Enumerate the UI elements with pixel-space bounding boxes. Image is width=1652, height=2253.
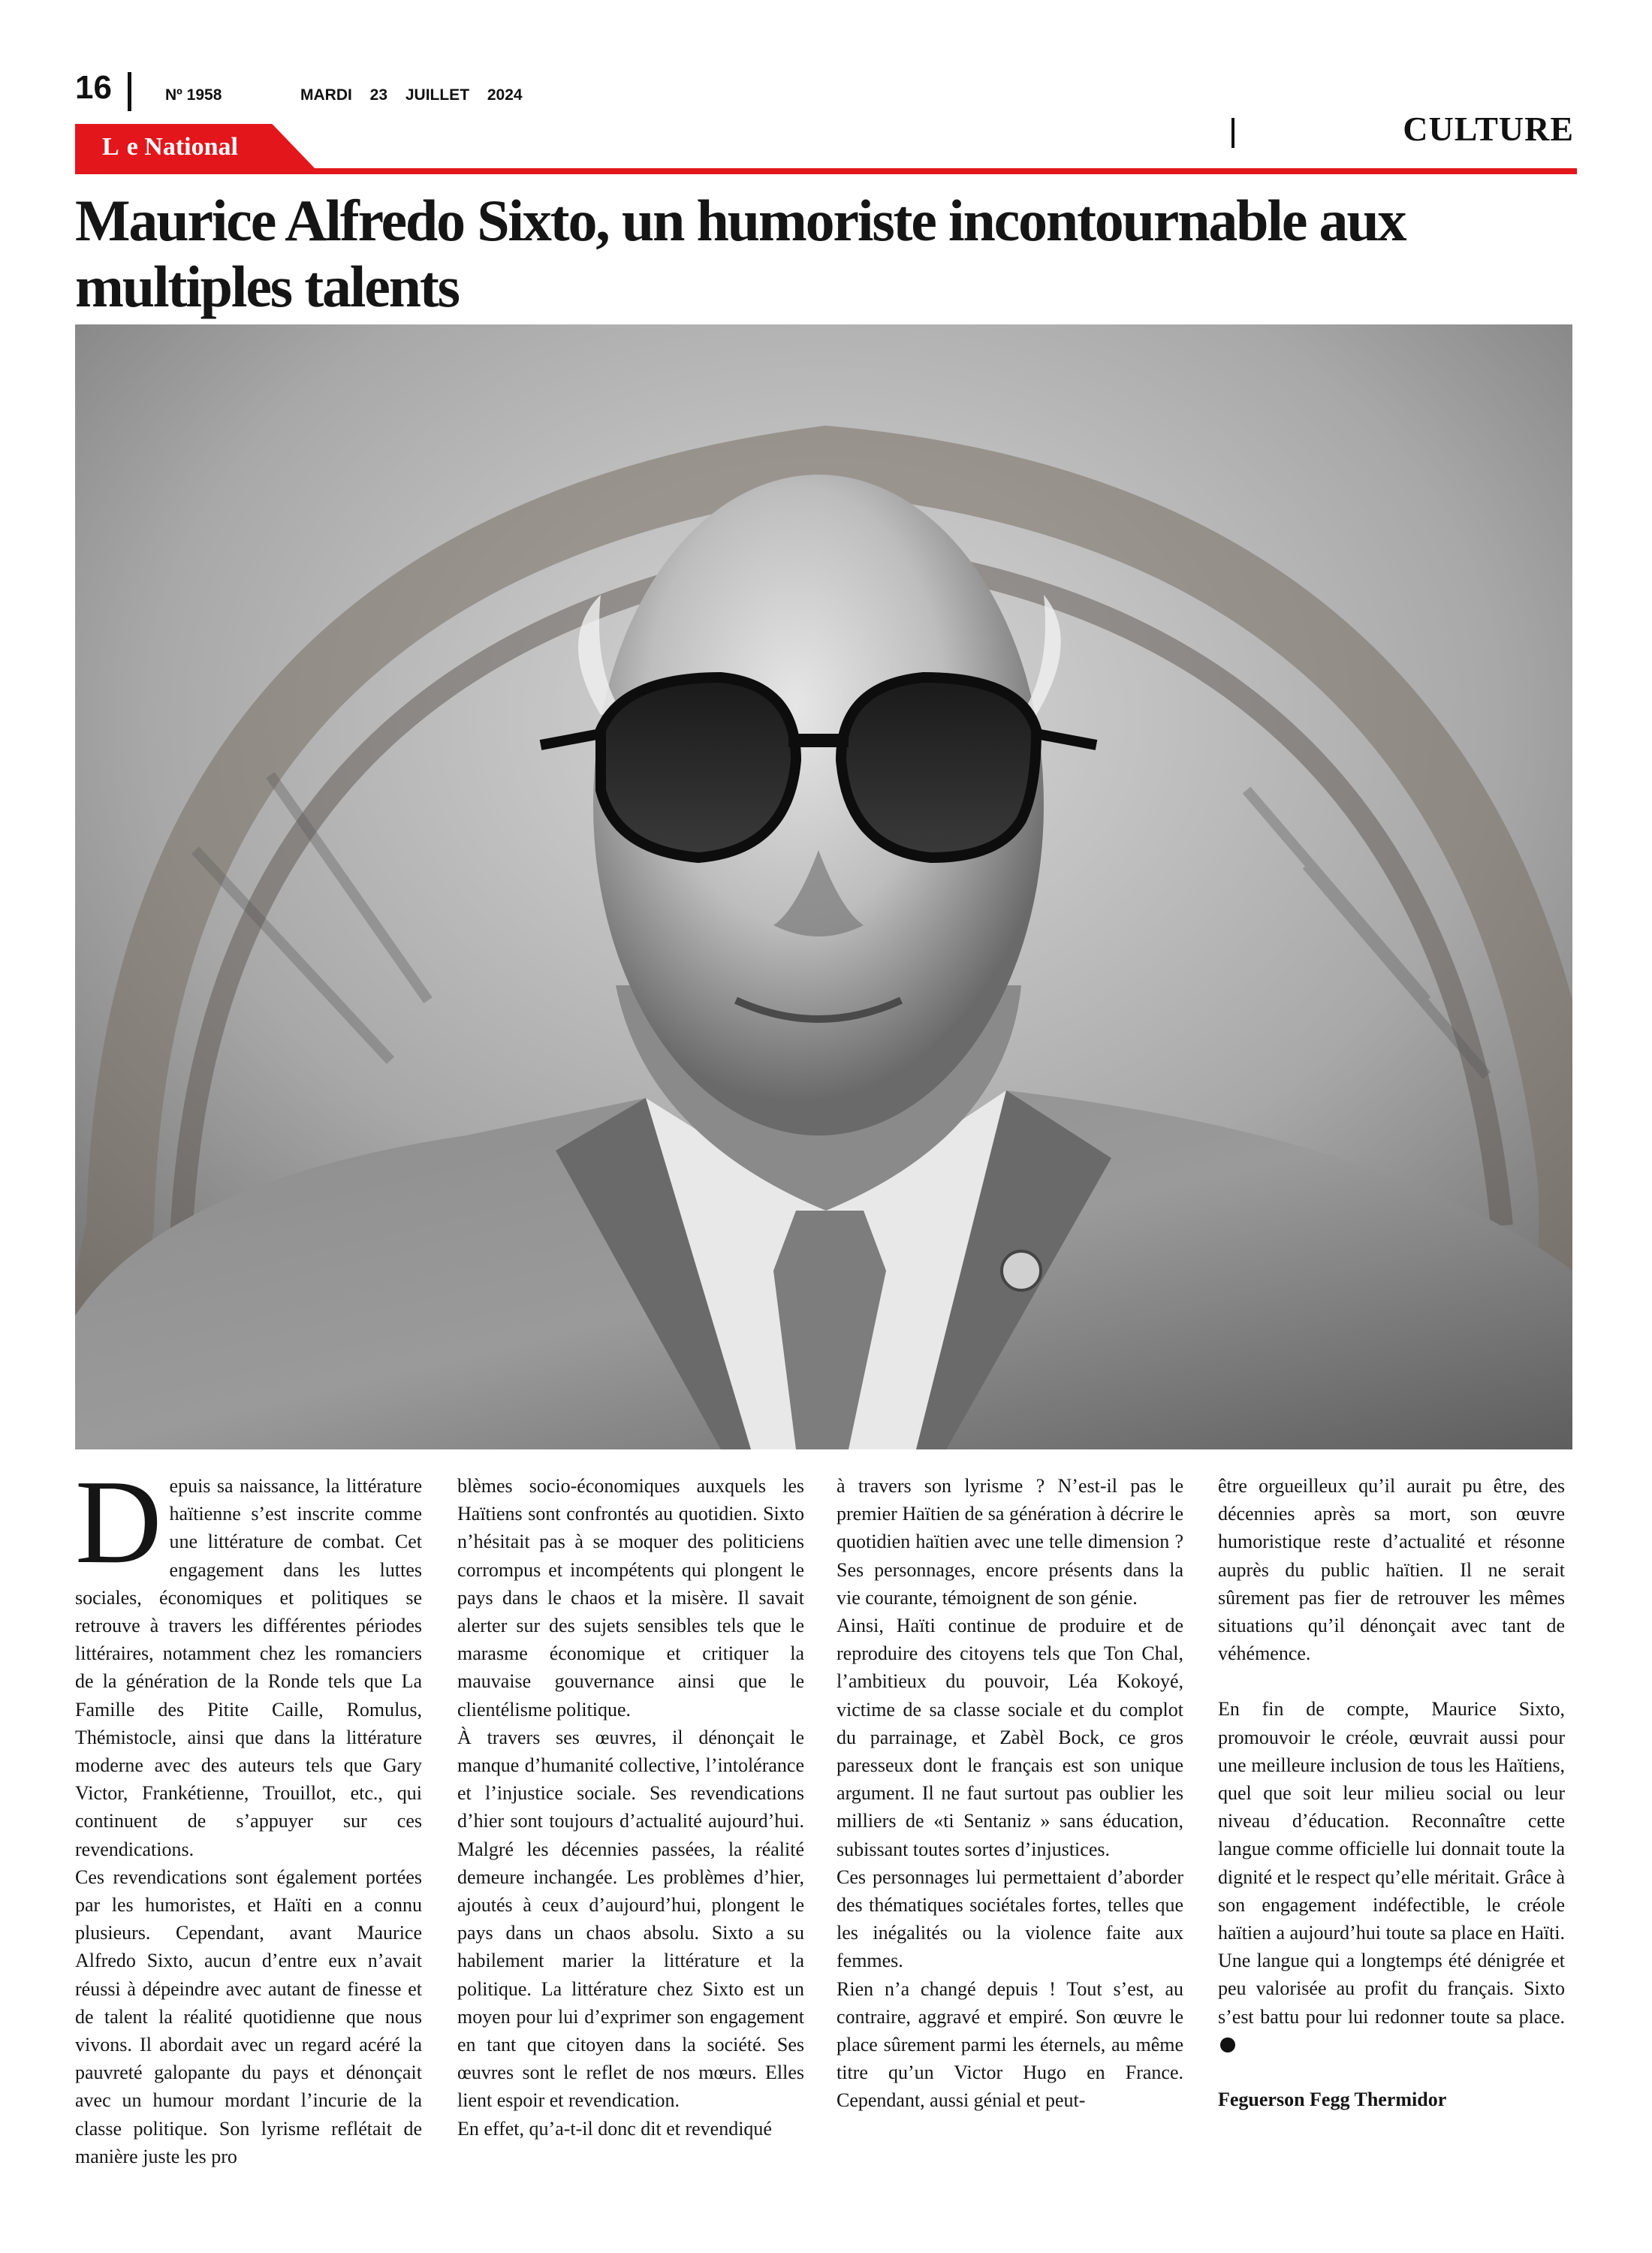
paragraph: À travers ses œuvres, il dénonçait le manque d’humanité collective, l’intolérance et l’injustice sociale. Ses revendications d’hier sont toujours d’actualité aujourd’hui. Malgré les décennies passées, la réalité demeure inchangée. Les problèmes d’hier, ajoutés à ceux d’aujourd’hui, plongent le pays dans un chaos absolu. Sixto a su habilement marier la littérature et la politique. La littérature chez Sixto est un moyen pour lui d’exprimer son engagement en tant que citoyen dans la société. Ses œuvres sont le reflet de nos mœurs. Elles lient espoir et revendication. [457,1726,804,2112]
paragraph: En effet, qu’a-t-il donc dit et revendiqué [457,2117,772,2140]
article-column-1 [75,1455,422,2170]
section-divider [1231,118,1234,148]
article-column-2 [457,1472,804,2143]
issue-date: MARDI 23 JUILLET 2024 [300,86,523,104]
logo-letter: L [102,133,119,161]
paragraph: En fin de compte, Maurice Sixto, promouvoir le créole, œuvrait aussi pour une meilleure inclusion de tous les Haïtiens, quel que soit leur milieu social ou leur niveau d’éducation. Reconnaître cette langue comme officielle lui donnait toute la dignité et le respect qu’elle méritait. Grâce à son engagement indéfectible, le créole haïtien a aujourd’hui toute sa place en Haïti. Une langue qui a longtemps été dénigrée et peu valorisée au profit du français. Sixto s’est battu pour lui redonner toute sa place. [1218,1698,1565,2028]
article-title: Maurice Alfredo Sixto, un humoriste incontournable aux multiples talents [75,188,1406,319]
portrait-photo [75,324,1572,1449]
paragraph: Rien n’a changé depuis ! Tout s’est, au contraire, aggravé et empiré. Son œuvre le place sûrement parmi les éternels, au même titre qu’un Victor Hugo en France. Cependant, aussi génial et peut- [837,1977,1183,2112]
paragraph: Ainsi, Haïti continue de produire et de reproduire des citoyens tels que Ton Chal, l’ambitieux du pouvoir, Léa Kokoyé, victime de sa classe sociale et du complot du parrainage, et Zabèl Bock, ce gros paresseux dont le français est son unique argument. Il ne faut surtout pas oublier les milliers de «ti Sentaniz » sans éducation, subissant toutes sortes d’injustices. [837,1615,1183,1860]
paragraph: Ces personnages lui permettaient d’aborder des thématiques sociétales fortes, telles que les inégalités ou la violence faite aux femmes. [837,1865,1183,1972]
section-label: CULTURE [1403,110,1574,148]
logo-word: e National [126,133,238,161]
drop-cap: D [75,1455,162,1588]
paragraph: être orgueilleux qu’il aurait pu être, des décennies après sa mort, son œuvre humoristique reste d’actualité et résonne auprès du public haïtien. Il ne serait sûrement pas fier de retrouver les mêmes situations qu’il dénonçait avec tant de véhémence. [1218,1475,1565,1665]
article-column-3 [837,1472,1183,2115]
paragraph: Ces revendications sont également portées par les humoristes, et Haïti en a connu plusieurs. Cependant, avant Maurice Alfredo Sixto, aucun d’entre eux n’avait réussi à dépeindre avec autant de finesse et de talent la réalité quotidienne que nous vivons. Il abordait avec un regard acéré la pauvreté galopante du pays et dénonçait avec un humour mordant l’incurie de la classe politique. Son lyrisme reflétait de manière juste les pro [75,1865,422,2167]
paragraph: à travers son lyrisme ? N’est-il pas le premier Haïtien de sa génération à décrire le quotidien haïtien avec une telle dimension ? Ses personnages, encore présents dans la vie courante, témoignent de son génie. [837,1475,1183,1609]
paragraph: epuis sa naissance, la littérature haïtienne s’est inscrite comme une littérature de combat. Cet engagement dans les luttes sociales, économiques et politiques se retrouve à travers les différentes périodes littéraires, notamment chez les romanciers de la génération de la Ronde tels que La Famille des Pitite Caille, Romulus, Thémistocle, ainsi que dans la littérature moderne avec des auteurs tels que Gary Victor, Frankétienne, Trouillot, etc., qui continuent de s’appuyer sur ces revendications. [75,1475,422,1860]
newspaper-logo [75,124,300,169]
author-byline: Feguerson Fegg Thermidor [1218,2089,1447,2111]
paragraph: blèmes socio-économiques auxquels les Haïtiens sont confrontés au quotidien. Sixto n’hésitait pas à se moquer des politiciens corrompus et incompétents qui plongent le pays dans le chaos et la misère. Il savait alerter sur des sujets sensibles tels que le marasme économique et critiquer la mauvaise gouvernance ainsi que le clientélisme politique. [457,1475,804,1721]
header-rule [75,168,1577,174]
article-column-4 [1218,1472,1565,2113]
issue-number: Nº 1958 [165,86,222,104]
end-of-article-icon [1220,2037,1235,2052]
page-number-divider [128,72,131,111]
page-number: 16 [75,69,112,106]
